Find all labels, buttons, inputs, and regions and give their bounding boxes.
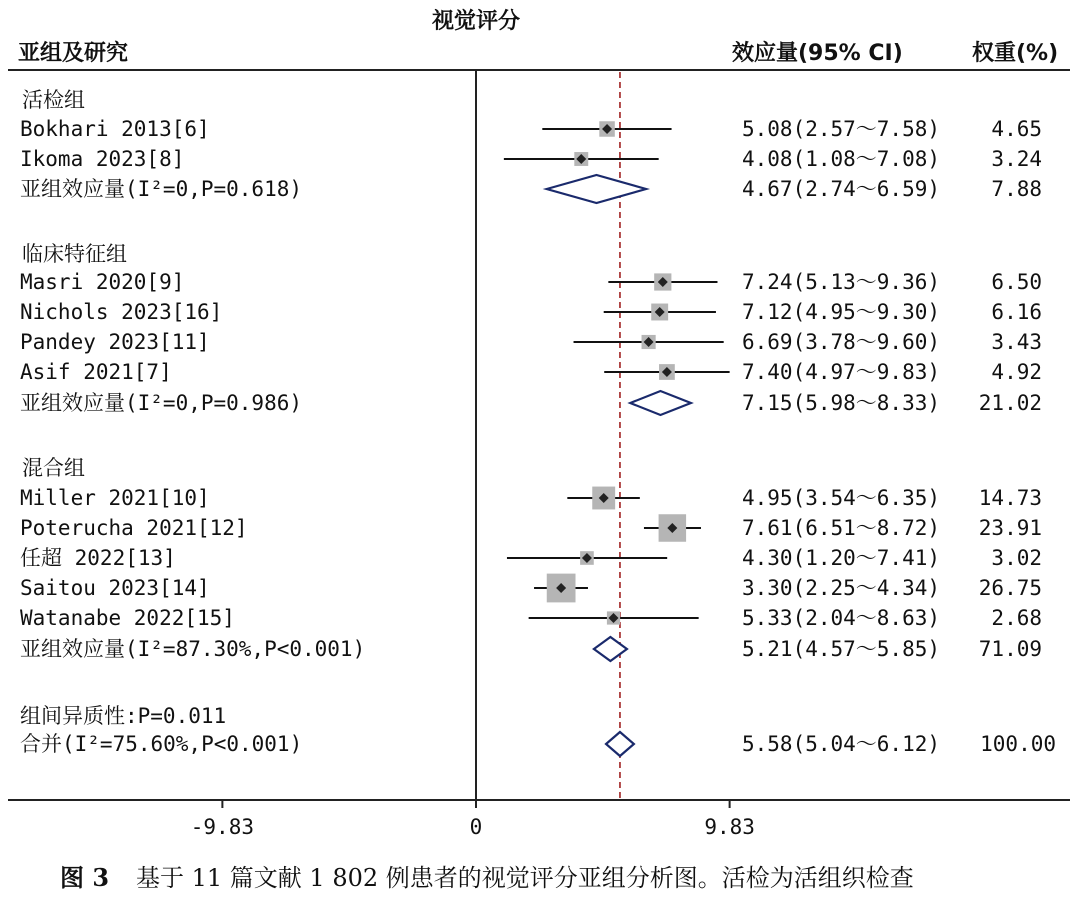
study-effect: 7.24(5.13～9.36) (742, 270, 941, 294)
study-effect: 3.30(2.25～4.34) (742, 576, 941, 600)
heterogeneity-label: 组间异质性:P=0.011 (20, 704, 227, 728)
header-effect: 效应量(95% CI) (732, 41, 903, 66)
study-effect: 7.40(4.97～9.83) (742, 360, 941, 384)
header-weight: 权重(%) (972, 41, 1059, 66)
study-effect: 6.69(3.78～9.60) (742, 330, 941, 354)
x-tick-label: -9.83 (190, 815, 254, 839)
subgroup-summary-effect: 5.21(4.57～5.85) (742, 637, 941, 661)
study-label: Ikoma 2023[8] (20, 147, 185, 171)
figure-caption (60, 863, 914, 892)
subgroup-summary-label: 亚组效应量(I²=0,P=0.986) (20, 391, 303, 415)
study-weight: 3.43 (991, 330, 1042, 354)
subgroup-summary-weight: 21.02 (978, 391, 1042, 415)
x-tick-label: 0 (469, 815, 483, 839)
study-weight: 4.65 (991, 117, 1042, 141)
row-labels (20, 88, 1056, 756)
group-label: 临床特征组 (22, 242, 127, 266)
chart-title: 视觉评分 (431, 9, 521, 34)
subgroup-summary-weight: 71.09 (978, 637, 1042, 661)
study-weight: 2.68 (991, 606, 1042, 630)
subgroup-summary-label: 亚组效应量(I²=0,P=0.618) (20, 177, 303, 201)
study-weight: 14.73 (978, 486, 1042, 510)
subgroup-summary-diamond (630, 391, 691, 415)
study-label: Nichols 2023[16] (20, 300, 223, 324)
study-label: Bokhari 2013[6] (20, 117, 210, 141)
study-weight: 6.16 (991, 300, 1042, 324)
study-effect: 7.61(6.51～8.72) (742, 516, 941, 540)
study-label: 任超 2022[13] (20, 546, 176, 570)
chart-marks (504, 72, 730, 800)
study-effect: 4.08(1.08～7.08) (742, 147, 941, 171)
caption-figure-number: 图 3 (60, 863, 110, 892)
study-label: Miller 2021[10] (20, 486, 210, 510)
study-weight: 3.02 (991, 546, 1042, 570)
subgroup-summary-diamond (594, 637, 627, 661)
caption-text: 基于 11 篇文献 1 802 例患者的视觉评分亚组分析图。活检为活组织检查 (136, 864, 914, 892)
subgroup-summary-effect: 4.67(2.74～6.59) (742, 177, 941, 201)
study-weight: 6.50 (991, 270, 1042, 294)
overall-label: 合并(I²=75.60%,P<0.001) (20, 732, 303, 756)
study-weight: 26.75 (978, 576, 1042, 600)
overall-diamond (606, 732, 634, 756)
subgroup-summary-weight: 7.88 (991, 177, 1042, 201)
study-weight: 23.91 (978, 516, 1042, 540)
group-label: 混合组 (22, 456, 85, 480)
overall-effect: 5.58(5.04～6.12) (742, 732, 941, 756)
study-label: Masri 2020[9] (20, 270, 185, 294)
study-weight: 4.92 (991, 360, 1042, 384)
study-label: Saitou 2023[14] (20, 576, 210, 600)
subgroup-summary-effect: 7.15(5.98～8.33) (742, 391, 941, 415)
study-effect: 4.95(3.54～6.35) (742, 486, 941, 510)
study-effect: 7.12(4.95～9.30) (742, 300, 941, 324)
subgroup-summary-diamond (547, 175, 646, 203)
study-label: Asif 2021[7] (20, 360, 172, 384)
study-effect: 5.08(2.57～7.58) (742, 117, 941, 141)
header-study: 亚组及研究 (18, 41, 129, 66)
overall-weight: 100.00 (980, 732, 1056, 756)
study-effect: 4.30(1.20～7.41) (742, 546, 941, 570)
study-label: Poterucha 2021[12] (20, 516, 248, 540)
x-tick-label: 9.83 (704, 815, 755, 839)
study-label: Watanabe 2022[15] (20, 606, 235, 630)
x-ticks (191, 800, 755, 839)
subgroup-summary-label: 亚组效应量(I²=87.30%,P<0.001) (20, 637, 366, 661)
study-weight: 3.24 (991, 147, 1042, 171)
group-label: 活检组 (22, 88, 85, 112)
study-label: Pandey 2023[11] (20, 330, 210, 354)
study-effect: 5.33(2.04～8.63) (742, 606, 941, 630)
